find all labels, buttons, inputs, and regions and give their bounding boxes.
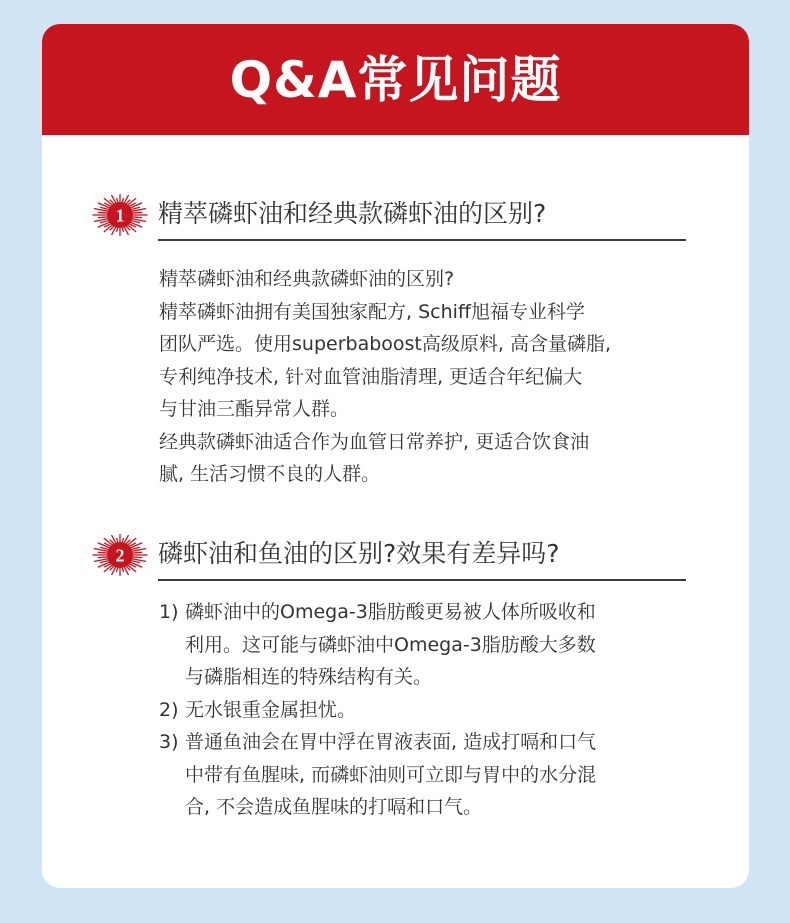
starburst-ray: [98, 557, 107, 558]
question-number: 2: [115, 545, 125, 566]
answer-line: 中带有鱼腥味, 而磷虾油则可立即与胃中的水分混: [185, 763, 597, 786]
answer-list-item: [159, 596, 704, 694]
answer-line: 利用。这可能与磷虾油中Omega-3脂肪酸大多数: [185, 633, 596, 656]
starburst-ray: [133, 217, 142, 218]
starburst-badge-icon: [90, 532, 150, 578]
question-text: 精萃磷虾油和经典款磷虾油的区别?: [158, 199, 547, 228]
question-number-badge-1: [90, 192, 150, 238]
answer-list-item: [159, 694, 704, 727]
starburst-ray: [100, 221, 108, 223]
answer-line: 与磷脂相连的特殊结构有关。: [185, 666, 433, 688]
starburst-ray: [100, 207, 108, 209]
answer-line: 专利纯净技术, 针对血管油脂清理, 更适合年纪偏大: [159, 365, 583, 388]
starburst-ray: [122, 567, 123, 572]
item-number: 3): [159, 731, 179, 753]
starburst-ray: [132, 207, 140, 209]
question-number-badge-2: [90, 532, 150, 578]
item-number: 2): [159, 698, 179, 721]
answer-line: 经典款磷虾油适合作为血管日常养护, 更适合饮食油: [159, 430, 590, 453]
page-title: Q&A常见问题: [229, 50, 562, 109]
answer-2: [159, 596, 704, 824]
answer-line: 精萃磷虾油和经典款磷虾油的区别?: [159, 268, 455, 290]
answer-line: 普通鱼油会在胃中浮在胃液表面, 造成打嗝和口气: [185, 731, 597, 753]
starburst-ray: [122, 538, 123, 543]
answer-1: [159, 263, 704, 491]
starburst-ray: [100, 547, 108, 549]
starburst-ray: [133, 557, 142, 558]
starburst-ray: [98, 217, 107, 218]
starburst-ray: [122, 227, 123, 232]
starburst-ray: [100, 561, 108, 563]
starburst-ray: [132, 221, 140, 223]
starburst-ray: [116, 538, 117, 543]
answer-line: 合, 不会造成鱼腥味的打嗝和口气。: [185, 796, 483, 818]
starburst-ray: [116, 567, 117, 572]
question-number: 1: [115, 205, 125, 226]
header-banner: [42, 24, 749, 135]
starburst-ray: [116, 198, 117, 203]
starburst-ray: [122, 198, 123, 203]
item-number: 1): [159, 601, 179, 623]
answer-line: 精萃磷虾油拥有美国独家配方, Schiff旭福专业科学: [159, 300, 585, 323]
divider: [158, 579, 686, 581]
answer-line: 磷虾油中的Omega-3脂肪酸更易被人体所吸收和: [185, 601, 596, 623]
question-1-heading: [90, 192, 690, 242]
answer-list-item: [159, 726, 704, 824]
starburst-ray: [132, 547, 140, 549]
answer-line: 团队严选。使用superbaboost高级原料, 高含量磷脂,: [159, 333, 611, 355]
divider: [158, 239, 686, 241]
starburst-ray: [133, 212, 142, 213]
starburst-ray: [116, 227, 117, 232]
answer-line: 腻, 生活习惯不良的人群。: [159, 463, 381, 485]
starburst-ray: [98, 552, 107, 553]
starburst-badge-icon: [90, 192, 150, 238]
question-text: 磷虾油和鱼油的区别?效果有差异吗?: [158, 539, 560, 568]
starburst-ray: [133, 552, 142, 553]
question-2-heading: [90, 532, 690, 582]
starburst-ray: [132, 561, 140, 563]
answer-line: 无水银重金属担忧。: [185, 698, 357, 721]
answer-line: 与甘油三酯异常人群。: [159, 398, 350, 420]
starburst-ray: [98, 212, 107, 213]
qa-card: [42, 24, 749, 888]
